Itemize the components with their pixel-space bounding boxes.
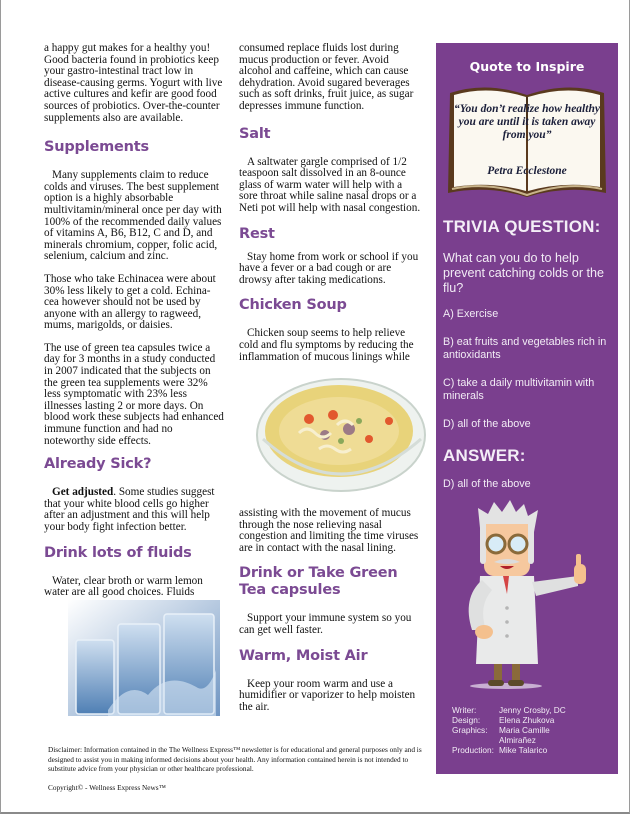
credit-role: Writer:	[452, 705, 477, 715]
salt-heading: Salt	[239, 125, 271, 142]
answer-heading: ANSWER:	[443, 445, 526, 465]
rest-heading: Rest	[239, 225, 275, 242]
already-sick-body: . Some studies suggest that your white blood cells go higher after an adjustment and this will help your body fight infection better.	[44, 486, 215, 533]
already-sick-text	[44, 487, 224, 533]
supplements-text-1: Many supplements claim to reduce colds and viruses. The best supplement option is a highly absorbable multivitamin/mineral once per day with 100% of the recommended daily values of vitamins A, B6, B12, C and D, and minerals chromium, copper, folic acid, selenium, calcium and zinc.	[44, 169, 222, 263]
chicken-soup-image	[249, 369, 427, 503]
supplements-heading: Supplements	[44, 139, 149, 156]
warm-air-heading: Warm, Moist Air	[239, 647, 368, 664]
credit-row	[452, 745, 609, 755]
supplements-text-3: The use of green tea capsules twice a day for 3 months in a study conducted in 2007 indicated that the subjects on the green tea supplements were 32% less symptomatic with 23% less illnesses lasting 2 or more days. On blood work these subjects had enhanced immune function and had no noteworthy side effects.	[44, 341, 224, 447]
salt-text: A saltwater gargle comprised of 1/2 teaspoon salt dissolved in an 8-ounce glass of warm water will help with a sore throat while saline nasal drops or a Neti pot will help with nasal congestion.	[239, 155, 421, 214]
copyright-text: Copyright© - Wellness Express News™	[48, 782, 166, 792]
credits-block	[452, 705, 609, 755]
credit-name: Jenny Crosby, DC	[499, 705, 566, 715]
trivia-option-a: A) Exercise	[443, 308, 499, 320]
rest-text: Stay home from work or school if you have a fever or a bad cough or are drowsy after taking medications.	[239, 250, 419, 286]
quote-title: Quote to Inspire	[469, 59, 585, 74]
warm-air-text: Keep your room warm and use a humidifier or vaporizer to help moisten the air.	[239, 677, 416, 713]
trivia-question: What can you do to help prevent catching colds or the flu?	[443, 251, 605, 295]
answer-text: D) all of the above	[443, 477, 531, 490]
trivia-heading: TRIVIA QUESTION:	[443, 217, 601, 236]
green-tea-heading: Drink or Take Green Tea capsules	[239, 565, 398, 599]
quote-author: Petra Ecclestone	[487, 165, 567, 177]
doctor-thumbs-up-illustration	[458, 498, 598, 698]
credit-row	[452, 715, 609, 725]
probiotics-text: a happy gut makes for a healthy you! Good bacteria found in probiotics keep your gastro-intestinal tract low in disease-causing germs. Yogurt with live active cultures and kefir are good food sources of probiotics. Over-the-counter supplements also are available.	[44, 42, 223, 124]
water-glasses-image	[68, 600, 220, 716]
fluids-continued-text: consumed replace fluids lost during mucus production or fever. Avoid alcohol and caffeine, which can cause dehydration. Avoid sugared beverages such as soft drinks, fruit juice, as sugar depresses immune function.	[239, 42, 414, 112]
fluids-heading: Drink lots of fluids	[44, 544, 192, 561]
trivia-option-c: C) take a daily multivitamin with minerals	[443, 376, 595, 403]
already-sick-lead: Get adjusted	[52, 486, 114, 499]
fluids-text: Water, clear broth or warm lemon water are all good choices. Fluids	[44, 574, 203, 599]
credit-row	[452, 725, 609, 745]
supplements-text-2: Those who take Echinacea were about 30% less likely to get a cold. Echina-cea however should not be used by anyone with an allergy to ragweed, mums, marigolds, or daisies.	[44, 272, 216, 332]
credit-name: Elena Zhukova	[499, 715, 555, 725]
column-left	[44, 43, 224, 610]
chicken-soup-text-1: Chicken soup seems to help relieve cold and flu symptoms by reducing the inflammation of mucous linings while	[239, 327, 414, 363]
green-tea-text: Support your immune system so you can get well faster.	[239, 612, 412, 637]
quote-text: “You don’t realize how healthy you are until it is taken away from you”	[454, 103, 600, 141]
chicken-soup-text-2: assisting with the movement of mucus through the nose relieving nasal congestion and limiting the time viruses are in contact with the nasal lining.	[239, 507, 419, 554]
already-sick-heading: Already Sick?	[44, 456, 152, 473]
footer	[48, 745, 423, 801]
chicken-soup-heading: Chicken Soup	[239, 297, 347, 314]
credit-name: Mike Talarico	[499, 745, 548, 755]
trivia-option-d: D) all of the above	[443, 417, 531, 430]
disclaimer-text: Disclaimer: Information contained in the The Wellness Express™ newsletter is for educational and general purposes only and is designed to assist you in making informed decisions about your health. Any information contained herein is not intended to substitute advice from your physician or other healthcare professional.	[48, 745, 422, 774]
sidebar-panel	[436, 43, 618, 774]
credit-role: Design:	[452, 715, 481, 725]
credit-name: Maria Camille Almirañez	[499, 725, 550, 745]
trivia-section	[443, 217, 615, 505]
trivia-option-b: B) eat fruits and vegetables rich in antioxidants	[443, 335, 607, 362]
credit-row	[452, 705, 609, 715]
credit-role: Production:	[452, 745, 494, 755]
credit-role: Graphics:	[452, 725, 488, 735]
